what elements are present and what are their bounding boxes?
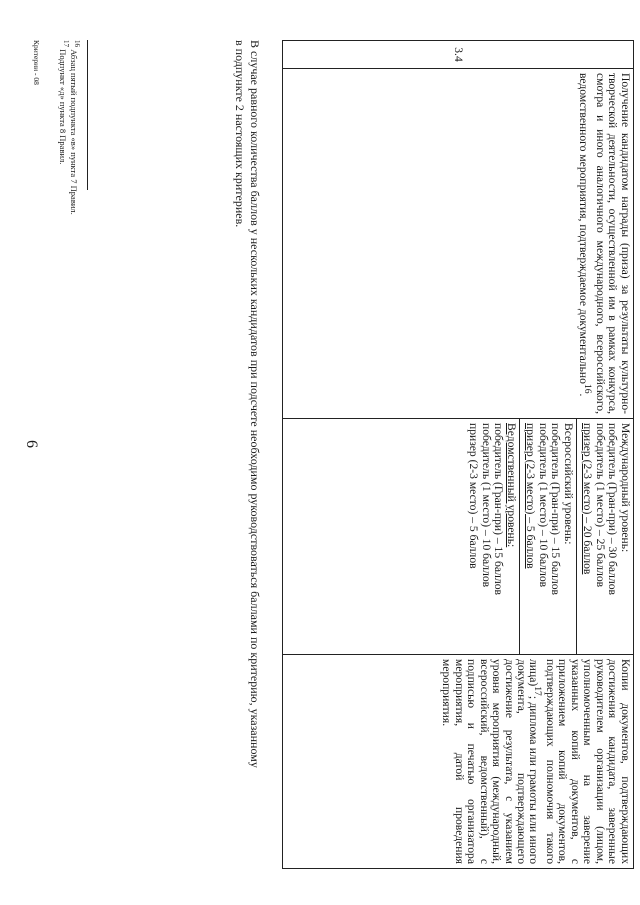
closing-line: в подпункте 2 настоящих критериев. bbox=[233, 40, 247, 228]
closing-paragraph bbox=[232, 40, 262, 868]
level-line: победитель (1 место) – 25 баллов bbox=[594, 423, 607, 588]
footnote-text: Подпункт «д» пункта 8 Правил. bbox=[58, 49, 69, 165]
level-line: призер (2-3 место) – 5 баллов bbox=[467, 423, 481, 569]
level-title: Международный уровень: bbox=[619, 423, 632, 553]
footnote-number: 16 bbox=[73, 40, 81, 48]
level-line: победитель (1 место) – 10 баллов bbox=[480, 423, 493, 588]
closing-line: В случае равного количества баллов у нескольких кандидатов при подсчете необходимо руководствоваться баллами по критерию, указанному bbox=[248, 40, 262, 768]
level-title: Всероссийский уровень: bbox=[562, 423, 575, 545]
footnote-ref-16: 16 bbox=[582, 383, 594, 394]
level-title: Ведомственный уровень: bbox=[505, 423, 518, 548]
table-row bbox=[283, 41, 634, 869]
footnote-divider bbox=[87, 40, 88, 190]
documents-tail: ; диплома или грамоты или иного документа, подтверждающего достижение результата, с указанием уровня мероприятия (международный, всероссийский, ведомственный), с подписью и печатью организатора мероприятия, датой проведения мероприятия. bbox=[440, 659, 541, 864]
level-line: призер (2-3 место) – 20 баллов bbox=[581, 423, 595, 575]
footer-code: Критерии - 08 bbox=[32, 40, 41, 85]
page-number: 6 bbox=[23, 440, 40, 448]
criterion-description: Получение кандидатом награды (приза) за результаты культурно-творческой деятельности, осуществленной им в рамках конкурса, смотра и иного аналогичного международного, всероссийского, ведомственного мероприятия, подтверждаемое документально$^{16}$. bbox=[283, 69, 634, 419]
level-line: победитель (Гран-при) – 15 баллов bbox=[549, 423, 563, 596]
footnote-16 bbox=[69, 40, 82, 640]
footnote-ref-17: 17 bbox=[532, 686, 544, 696]
level-national bbox=[520, 419, 577, 654]
documents-text: Копии документов, подтверждающих достижения кандидата, заверенные руководителем организации (лицом, уполномоченным на заверение указанных копий документов, с приложением копий документов, подтверждающих полномочия такого лица) bbox=[527, 659, 632, 864]
level-departmental bbox=[463, 419, 520, 654]
level-line: победитель (Гран-при) – 30 баллов bbox=[606, 423, 620, 596]
level-international bbox=[577, 419, 633, 654]
criterion-description-text: Получение кандидатом награды (приза) за результаты культурно-творческой деятельности, осуществленной им в рамках конкурса, смотра и иного аналогичного международного, всероссийского, ведомственного мероприятия, подтверждаемое документально bbox=[577, 73, 632, 414]
level-line: победитель (1 место) – 10 баллов bbox=[537, 423, 550, 588]
footnote-text: Абзац пятый подпункта «в» пункта 7 Правил. bbox=[69, 49, 80, 215]
required-documents bbox=[283, 655, 634, 869]
footnote-17 bbox=[58, 40, 71, 640]
scoring-levels bbox=[283, 419, 634, 655]
level-line: призер (2-3 место) – 5 баллов bbox=[524, 423, 538, 569]
row-number: 3.4 bbox=[283, 41, 634, 69]
criteria-table bbox=[282, 40, 634, 869]
footnote-number: 17 bbox=[62, 40, 70, 48]
level-line: победитель (Гран-при) – 15 баллов bbox=[492, 423, 506, 596]
